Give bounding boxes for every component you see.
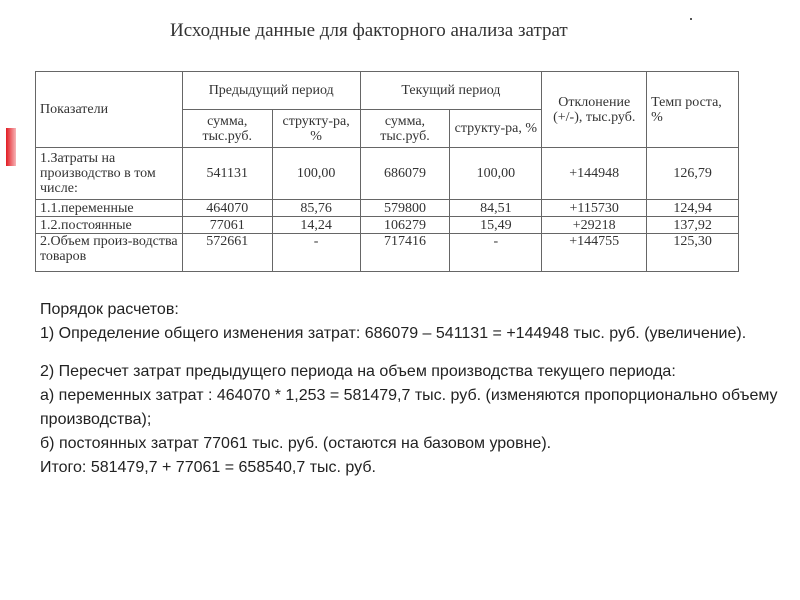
notes-step-2b: б) постоянных затрат 77061 тыс. руб. (остаются на базовом уровне). [40, 435, 552, 452]
subheader-curr-struct: структу-ра, % [450, 110, 542, 148]
cell-cur-sum: 106279 [360, 217, 450, 234]
subheader-prev-struct: структу-ра, % [272, 110, 360, 148]
cell-prev-sum: 77061 [182, 217, 272, 234]
notes-step-2: 2) Пересчет затрат предыдущего периода на объем производства текущего периода: [40, 363, 676, 380]
row-name: 1.2.постоянные [36, 217, 183, 234]
row-name: 1.Затраты на производство в том числе: [36, 148, 183, 200]
cell-rate: 126,79 [647, 148, 739, 200]
table-row [36, 200, 739, 217]
header-curr-period: Текущий период [360, 72, 542, 110]
decorative-dot [690, 18, 692, 20]
notes-step-2a: а) переменных затрат : 464070 * 1,253 = 581479,7 тыс. руб. (изменяются пропорционально объему производства); [40, 387, 778, 428]
cell-cur-sum: 579800 [360, 200, 450, 217]
cell-deviation: +144755 [542, 234, 647, 272]
cost-analysis-table [35, 71, 739, 272]
table-row [36, 148, 739, 200]
header-row [36, 72, 739, 110]
slide-accent-bar [6, 128, 16, 166]
cell-cur-struct: 84,51 [450, 200, 542, 217]
cell-prev-struct: 14,24 [272, 217, 360, 234]
cell-cur-struct: 100,00 [450, 148, 542, 200]
cell-deviation: +29218 [542, 217, 647, 234]
cell-deviation: +115730 [542, 200, 647, 217]
cell-prev-struct: 100,00 [272, 148, 360, 200]
page-title: Исходные данные для факторного анализа затрат [170, 20, 568, 41]
row-name: 2.Объем произ-водства товаров [36, 234, 183, 272]
cell-rate: 137,92 [647, 217, 739, 234]
cell-cur-sum: 717416 [360, 234, 450, 272]
subheader-prev-sum: сумма, тыс.руб. [182, 110, 272, 148]
header-prev-period: Предыдущий период [182, 72, 360, 110]
cell-prev-sum: 464070 [182, 200, 272, 217]
table-row [36, 234, 739, 272]
cell-rate: 125,30 [647, 234, 739, 272]
notes-step-1: 1) Определение общего изменения затрат: 686079 – 541131 = +144948 тыс. руб. (увеличение). [40, 325, 747, 342]
cell-prev-sum: 541131 [182, 148, 272, 200]
cell-deviation: +144948 [542, 148, 647, 200]
header-deviation: Отклонение (+/-), тыс.руб. [542, 72, 647, 148]
header-indicators: Показатели [36, 72, 183, 148]
header-growth-rate: Темп роста, % [647, 72, 739, 148]
cell-cur-sum: 686079 [360, 148, 450, 200]
cell-rate: 124,94 [647, 200, 739, 217]
cell-prev-struct: - [272, 234, 360, 272]
cell-prev-sum: 572661 [182, 234, 272, 272]
calculation-notes [40, 298, 780, 480]
notes-heading: Порядок расчетов: [40, 301, 179, 318]
table-row [36, 217, 739, 234]
cell-prev-struct: 85,76 [272, 200, 360, 217]
cell-cur-struct: - [450, 234, 542, 272]
subheader-curr-sum: сумма, тыс.руб. [360, 110, 450, 148]
cell-cur-struct: 15,49 [450, 217, 542, 234]
row-name: 1.1.переменные [36, 200, 183, 217]
notes-total: Итого: 581479,7 + 77061 = 658540,7 тыс. руб. [40, 459, 376, 476]
